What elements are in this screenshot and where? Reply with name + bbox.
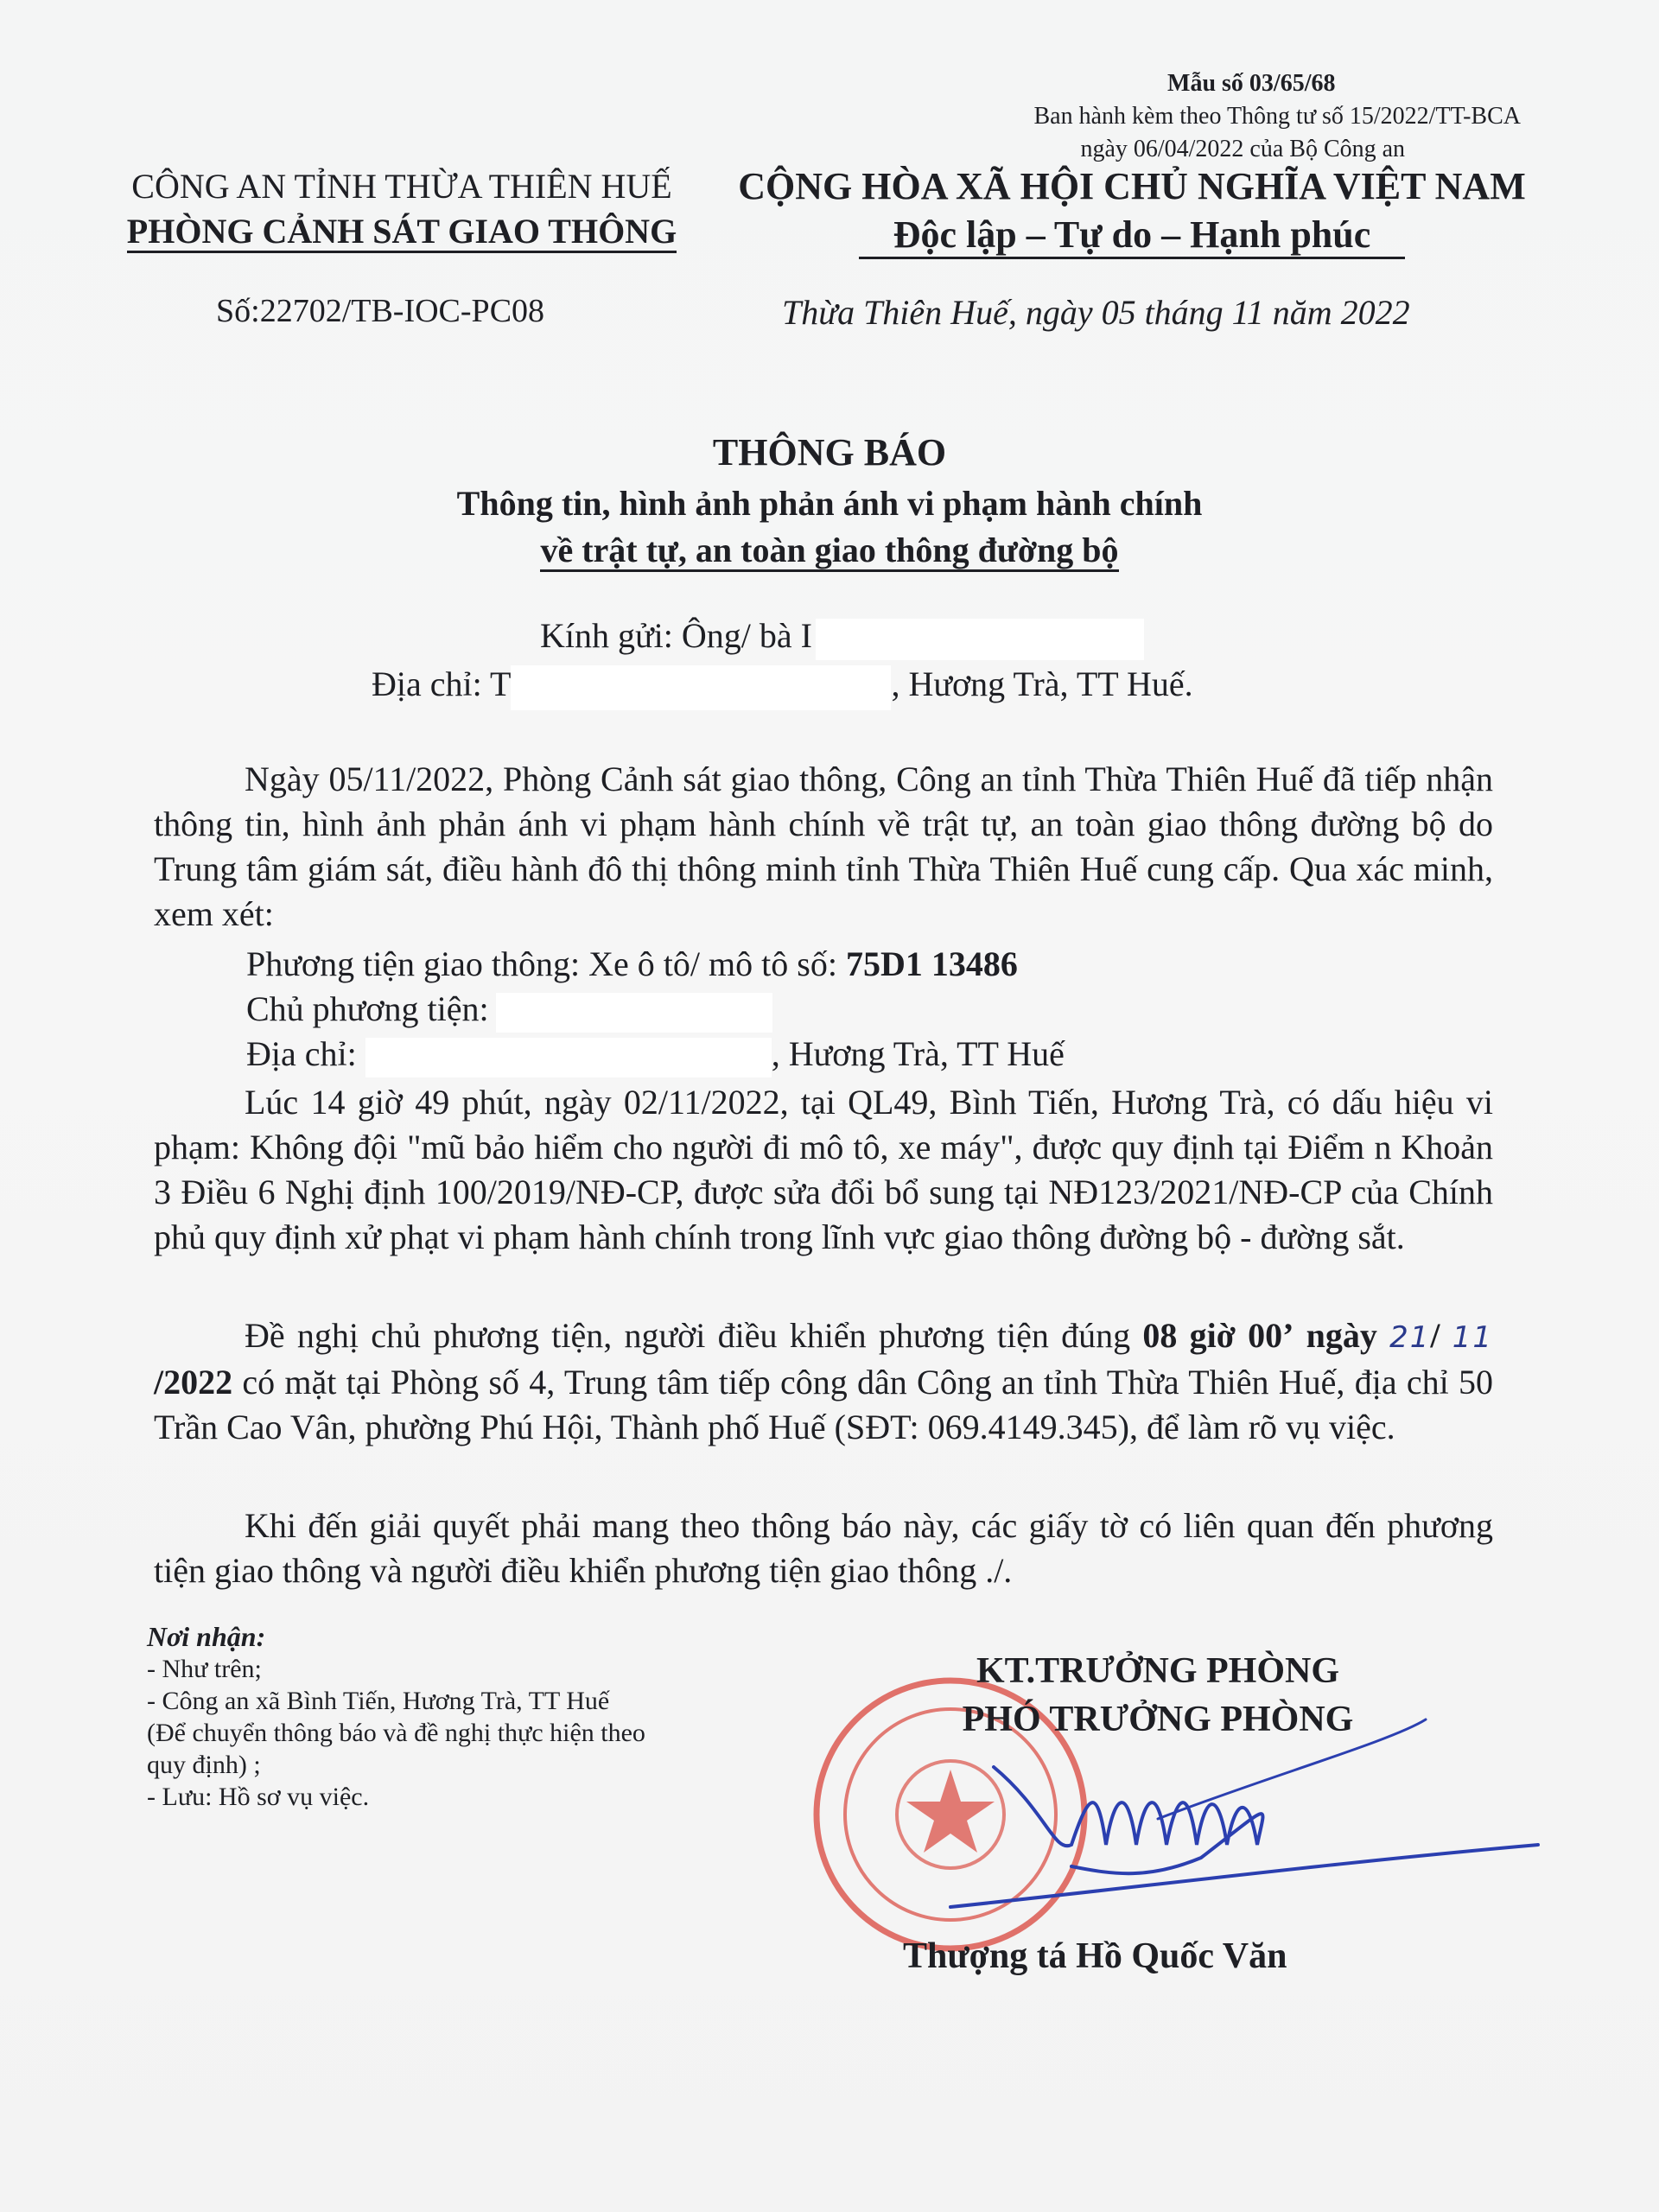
handwritten-month: 11 (1452, 1320, 1493, 1355)
owner-address-suffix: , Hương Trà, TT Huế (771, 1034, 1065, 1073)
redaction-box (511, 665, 891, 710)
address-suffix: , Hương Trà, TT Huế. (891, 664, 1193, 703)
redaction-box (365, 1038, 772, 1077)
redaction-box (816, 619, 1144, 660)
vehicle-plate: 75D1 13486 (845, 944, 1018, 983)
request-year: /2022 (154, 1363, 233, 1402)
form-issued-with: Ban hành kèm theo Thông tư số 15/2022/TT-BCA (1033, 103, 1521, 130)
vehicle-line (246, 944, 1018, 984)
document-number: Số:22702/TB-IOC-PC08 (216, 293, 545, 329)
intro-paragraph: Ngày 05/11/2022, Phòng Cảnh sát giao thông, Công an tỉnh Thừa Thiên Huế đã tiếp nhận thông tin, hình ảnh phản ánh vi phạm hành chính về trật tự, an toàn giao thông đường bộ do Trung tâm giám sát, điều hành đô thị thông minh tỉnh Thừa Thiên Huế cung cấp. Qua xác minh, xem xét: (154, 760, 1493, 933)
place-date: Thừa Thiên Huế, ngày 05 tháng 11 năm 2022 (782, 293, 1410, 332)
owner-line (246, 988, 772, 1033)
signer-name: Thượng tá Hồ Quốc Văn (903, 1936, 1287, 1976)
recipient-address (372, 664, 1193, 710)
handwritten-day: 21 (1389, 1320, 1431, 1355)
redaction-box (496, 993, 772, 1033)
signature-stroke (950, 1845, 1538, 1907)
address-prefix: Địa chỉ: T (372, 664, 512, 703)
request-paragraph (154, 1313, 1493, 1450)
violation-paragraph: Lúc 14 giờ 49 phút, ngày 02/11/2022, tại QL49, Bình Tiến, Hương Trà, có dấu hiệu vi phạm: Không đội "mũ bảo hiểm cho người đi mô tô, xe máy", được quy định tại Điểm n Khoản 3 Điều 6 Nghị định 100/2019/NĐ-CP, được sửa đổi bổ sung tại NĐ123/2021/NĐ-CP của Chính phủ quy định xử phạt vi phạm hành chính trong lĩnh vực giao thông đường bộ - đường sắt. (154, 1083, 1493, 1256)
national-header (734, 162, 1529, 259)
subtitle-line-1: Thông tin, hình ảnh phản ánh vi phạm hành chính (456, 484, 1203, 523)
form-number: Mẫu số 03/65/68 (1167, 70, 1336, 97)
recipients-block (147, 1621, 645, 1813)
recipients-heading: Nơi nhận: (147, 1621, 266, 1652)
form-issued-date: ngày 06/04/2022 của Bộ Công an (1080, 136, 1406, 162)
recipient-item: quy định) ; (147, 1751, 261, 1779)
signature-line-1: KT.TRƯỞNG PHÒNG (976, 1651, 1339, 1691)
owner-label: Chủ phương tiện: (246, 989, 489, 1028)
agency-parent: CÔNG AN TỈNH THỪA THIÊN HUẾ (131, 167, 672, 206)
recipient-item: (Để chuyển thông báo và đề nghị thực hiện theo (147, 1719, 645, 1747)
issuing-agency (99, 164, 704, 254)
agency-unit: PHÒNG CẢNH SÁT GIAO THÔNG (127, 213, 677, 253)
document-title: THÔNG BÁO (712, 431, 947, 474)
request-lead: Đề nghị chủ phương tiện, người điều khiển phương tiện đúng (245, 1316, 1143, 1355)
vehicle-label: Phương tiện giao thông: Xe ô tô/ mô tô số: (246, 944, 846, 983)
recipient-item: - Lưu: Hồ sơ vụ việc. (147, 1783, 370, 1811)
signature-stroke (994, 1767, 1262, 1873)
nation-name: CỘNG HÒA XÃ HỘI CHỦ NGHĨA VIỆT NAM (738, 165, 1526, 207)
request-time: 08 giờ 00’ (1142, 1316, 1294, 1355)
recipient-item: - Công an xã Bình Tiến, Hương Trà, TT Huế (147, 1687, 610, 1715)
closing-paragraph: Khi đến giải quyết phải mang theo thông báo này, các giấy tờ có liên quan đến phương tiện giao thông và người điều khiển phương tiện giao thông ./. (154, 1506, 1493, 1590)
greeting-text: Kính gửi: Ông/ bà I (540, 616, 812, 655)
owner-address-label: Địa chỉ: (246, 1034, 357, 1073)
request-sep: / (1430, 1316, 1452, 1355)
form-reference (1034, 67, 1522, 166)
greeting (540, 615, 1144, 660)
request-rest: có mặt tại Phòng số 4, Trung tâm tiếp công dân Công an tỉnh Thừa Thiên Huế, địa chỉ 50 Trần Cao Vân, phường Phú Hội, Thành phố Huế (SĐT: 069.4149.345), để làm rõ vụ việc. (154, 1363, 1493, 1446)
subtitle-line-2: về trật tự, an toàn giao thông đường bộ (540, 531, 1118, 572)
owner-address-line (246, 1033, 1065, 1077)
document-subtitle (0, 480, 1659, 574)
request-day-label: ngày (1306, 1316, 1390, 1355)
recipient-item: - Như trên; (147, 1655, 262, 1683)
nation-motto: Độc lập – Tự do – Hạnh phúc (859, 215, 1406, 259)
signature-line-2: PHÓ TRƯỞNG PHÒNG (962, 1700, 1354, 1739)
signature-stroke (1158, 1719, 1426, 1819)
handwritten-signature (942, 1715, 1564, 1914)
